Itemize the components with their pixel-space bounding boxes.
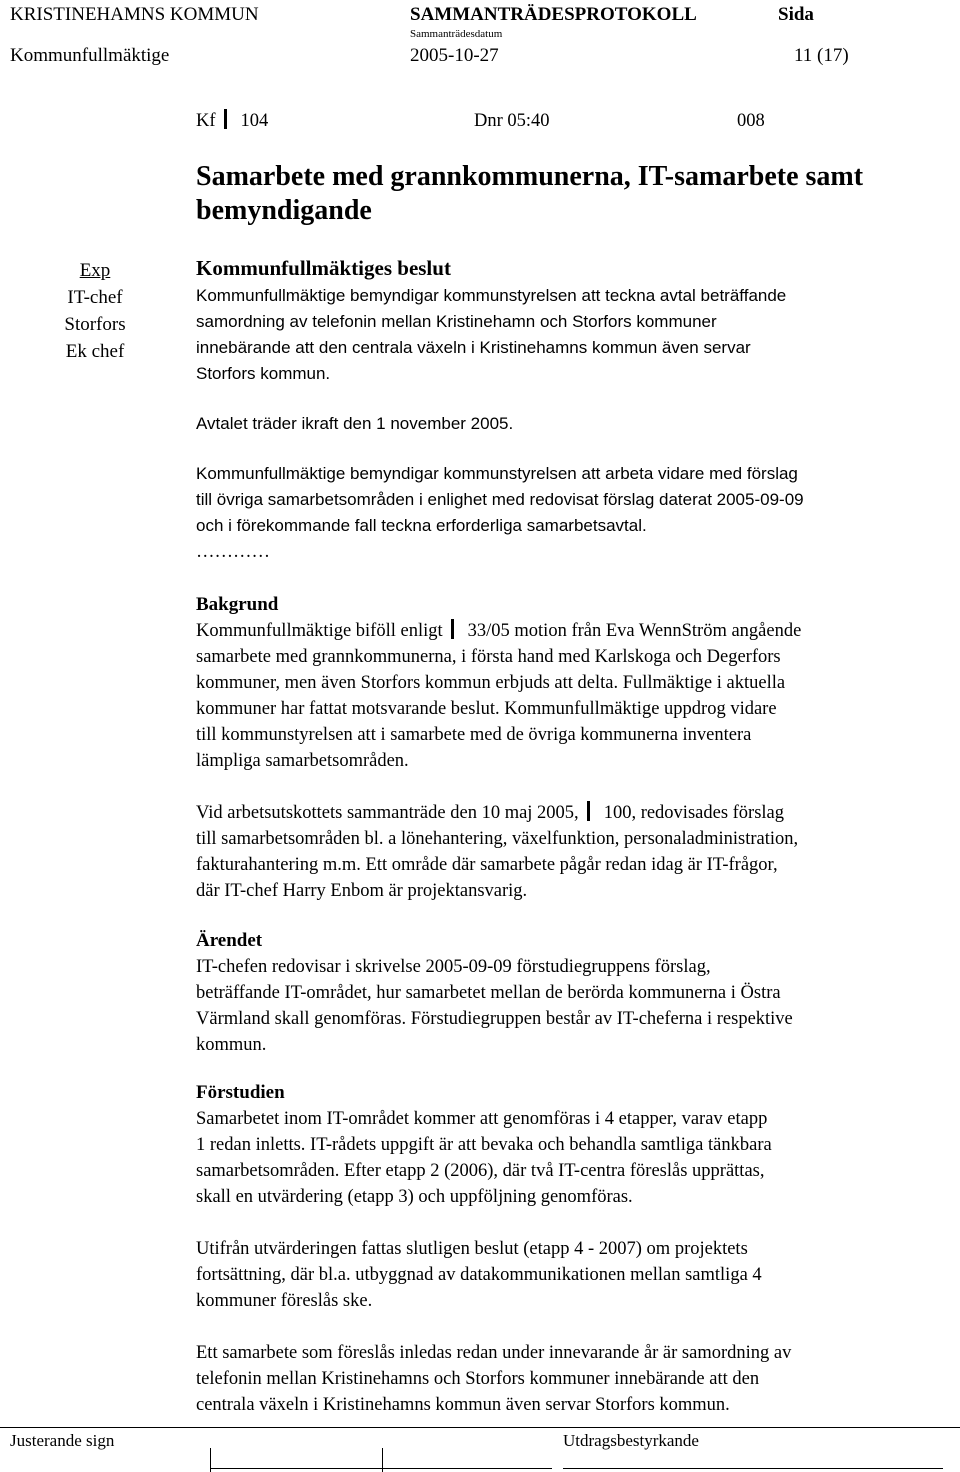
decision-section <box>196 255 936 565</box>
background-line: Vid arbetsutskottets sammanträde den 10 maj 2005, 100, redovisades förslag <box>196 803 785 823</box>
case-kf: Kf <box>196 111 216 131</box>
background-line: till kommunstyrelsen att i samarbete med de övriga kommunerna inventera <box>196 725 752 745</box>
case-line <box>196 108 268 134</box>
prestudy-line: 1 redan inletts. IT-rådets uppgift är att bevaka och behandla samtliga tänkbara <box>196 1135 772 1155</box>
section-symbol-icon <box>451 619 454 639</box>
section-symbol-icon <box>587 801 590 821</box>
header-date: 2005-10-27 <box>410 45 499 66</box>
header-doc-type: SAMMANTRÄDESPROTOKOLL <box>410 4 697 25</box>
header-body: Kommunfullmäktige <box>10 45 170 66</box>
header-page-number: 11 (17) <box>794 45 849 66</box>
prestudy-line: Ett samarbete som föreslås inledas redan under innevarande år är samordning av <box>196 1343 792 1363</box>
prestudy-line: Samarbetet inom IT-området kommer att genomföras i 4 etapper, varav etapp <box>196 1109 768 1129</box>
signature-field-line[interactable] <box>210 1468 382 1469</box>
prestudy-line: fortsättning, där bl.a. utbyggnad av datakommunikationen mellan samtliga 4 <box>196 1265 762 1285</box>
background-line: samarbete med grannkommunerna, i första hand med Karlskoga och Degerfors <box>196 647 781 667</box>
decision-heading: Kommunfullmäktiges beslut <box>196 256 451 280</box>
footer-extract-label: Utdragsbestyrkande <box>563 1431 699 1450</box>
prestudy-line: skall en utvärdering (etapp 3) och uppföljning genomföras. <box>196 1187 633 1207</box>
decision-line: till övriga samarbetsområden i enlighet med redovisat förslag daterat 2005-09-09 <box>196 490 804 509</box>
section-symbol-icon <box>224 109 227 129</box>
decision-dots: ………… <box>196 542 270 562</box>
footer-sign-label: Justerande sign <box>10 1431 115 1450</box>
page-title-line-2: bemyndigande <box>196 195 372 226</box>
background-line: till samarbetsområden bl. a lönehantering, växelfunktion, personaladministration, <box>196 829 799 849</box>
decision-line: samordning av telefonin mellan Kristinehamn och Storfors kommuner <box>196 312 717 331</box>
header-page-label: Sida <box>778 4 814 25</box>
header-org: KRISTINEHAMNS KOMMUN <box>10 4 259 25</box>
prestudy-line: kommuner föreslås ske. <box>196 1291 373 1311</box>
distribution-exp: Exp <box>79 260 111 281</box>
distribution-item: Ek chef <box>65 341 125 362</box>
decision-line: innebärande att den centrala växeln i Kristinehamns kommun även servar <box>196 338 751 357</box>
prestudy-line: Utifrån utvärderingen fattas slutligen beslut (etapp 4 - 2007) om projektets <box>196 1239 748 1259</box>
distribution-list <box>30 257 160 365</box>
footer-divider <box>0 1427 960 1428</box>
distribution-item: Storfors <box>64 314 126 335</box>
background-line: där IT-chef Harry Enbom är projektansvarig. <box>196 881 528 901</box>
matter-line: beträffande IT-området, hur samarbetet mellan de berörda kommunerna i Östra <box>196 983 781 1003</box>
case-kf-number: 104 <box>240 111 269 131</box>
background-line: fakturahantering m.m. Ett område där samarbete pågår redan idag är IT-frågor, <box>196 855 778 875</box>
decision-line: Kommunfullmäktige bemyndigar kommunstyrelsen att teckna avtal beträffande <box>196 286 787 305</box>
prestudy-line: samarbetsområden. Efter etapp 2 (2006), där två IT-centra föreslås upprättas, <box>196 1161 765 1181</box>
case-dnr: Dnr 05:40 <box>474 111 550 131</box>
prestudy-line: telefonin mellan Kristinehamns och Storfors kommuner innebärande att den <box>196 1369 760 1389</box>
matter-heading: Ärendet <box>196 930 263 951</box>
background-line: kommuner har fattat motsvarande beslut. Kommunfullmäktige uppdrog vidare <box>196 699 777 719</box>
prestudy-heading: Förstudien <box>196 1082 285 1103</box>
matter-line: Värmland skall genomföras. Förstudiegruppen består av IT-cheferna i respektive <box>196 1009 793 1029</box>
header-date-label: Sammanträdesdatum <box>410 28 503 40</box>
decision-effective-date: Avtalet träder ikraft den 1 november 2005. <box>196 414 514 433</box>
background-line: kommuner, men även Storfors kommun erbjuds att delta. Fullmäktige i aktuella <box>196 673 786 693</box>
signature-field-line[interactable] <box>382 1468 552 1469</box>
decision-line: Kommunfullmäktige bemyndigar kommunstyrelsen att arbeta vidare med förslag <box>196 464 798 483</box>
matter-line: IT-chefen redovisar i skrivelse 2005-09-09 förstudiegruppens förslag, <box>196 957 711 977</box>
background-section <box>196 592 936 904</box>
decision-line: och i förekommande fall teckna erforderliga samarbetsavtal. <box>196 516 647 535</box>
prestudy-line: centrala växeln i Kristinehamns kommun även servar Storfors kommun. <box>196 1395 730 1415</box>
distribution-item: IT-chef <box>67 287 123 308</box>
prestudy-section <box>196 1080 936 1418</box>
matter-line: kommun. <box>196 1035 267 1055</box>
background-heading: Bakgrund <box>196 594 279 615</box>
background-line: Kommunfullmäktige biföll enligt 33/05 motion från Eva WennStröm angående <box>196 621 802 641</box>
matter-section <box>196 928 936 1058</box>
background-line: lämpliga samarbetsområden. <box>196 751 409 771</box>
extract-field-line[interactable] <box>563 1468 943 1469</box>
page-title-line-1: Samarbete med grannkommunerna, IT-samarbete samt <box>196 161 864 192</box>
case-code: 008 <box>737 111 765 131</box>
decision-line: Storfors kommun. <box>196 364 331 383</box>
